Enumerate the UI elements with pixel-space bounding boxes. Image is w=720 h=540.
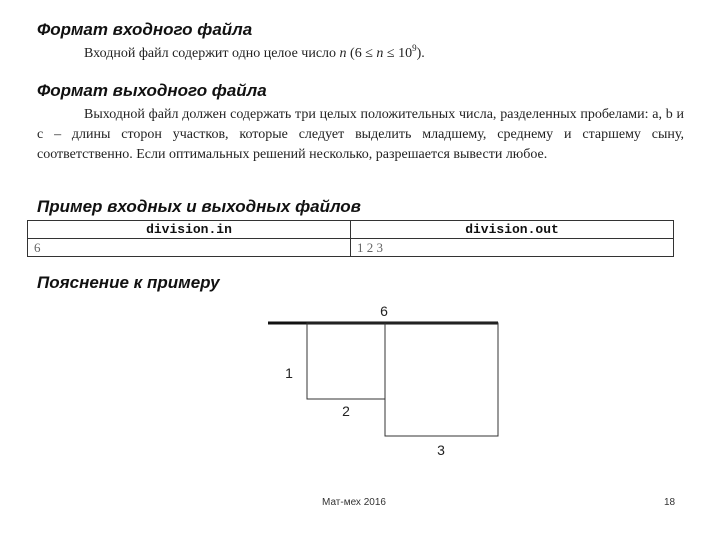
square-a xyxy=(307,323,385,399)
square-c xyxy=(385,323,498,436)
input-format-text: Входной файл содержит одно целое число n $(6 \le n \le 10^9)$. xyxy=(84,43,425,61)
table-row xyxy=(28,239,674,257)
var-n: n xyxy=(339,46,347,61)
table-header-row xyxy=(28,221,674,239)
example-table xyxy=(27,220,674,257)
column-header-input: division.in xyxy=(28,221,351,239)
label-c: 3 xyxy=(437,442,445,458)
output-format-text: Выходной файл должен содержать три целых положительных числа, разделенных пробелами: a, b и c – длины сторон участков, которые следует выделить младшему, среднему и старшему сыну, соответственно. Если оптимальных решений несколько, разрешается вывести любое. xyxy=(37,107,684,162)
cell-output: 1 2 3 xyxy=(351,239,674,257)
column-header-output: division.out xyxy=(351,221,674,239)
example-heading: Пример входных и выходных файлов xyxy=(37,197,361,216)
footer-label: Мат-мех 2016 xyxy=(322,497,386,508)
output-format-heading: Формат выходного файла xyxy=(37,81,267,100)
input-format-heading: Формат входного файла xyxy=(37,20,253,39)
label-b: 2 xyxy=(342,403,350,419)
page-number: 18 xyxy=(664,497,676,508)
cell-input: 6 xyxy=(28,239,351,257)
label-top: 6 xyxy=(380,303,388,319)
range-formula: $(6 \le n \le 10^9)$. xyxy=(346,43,425,61)
explanation-heading: Пояснение к примеру xyxy=(37,273,220,292)
label-a: 1 xyxy=(285,365,293,381)
